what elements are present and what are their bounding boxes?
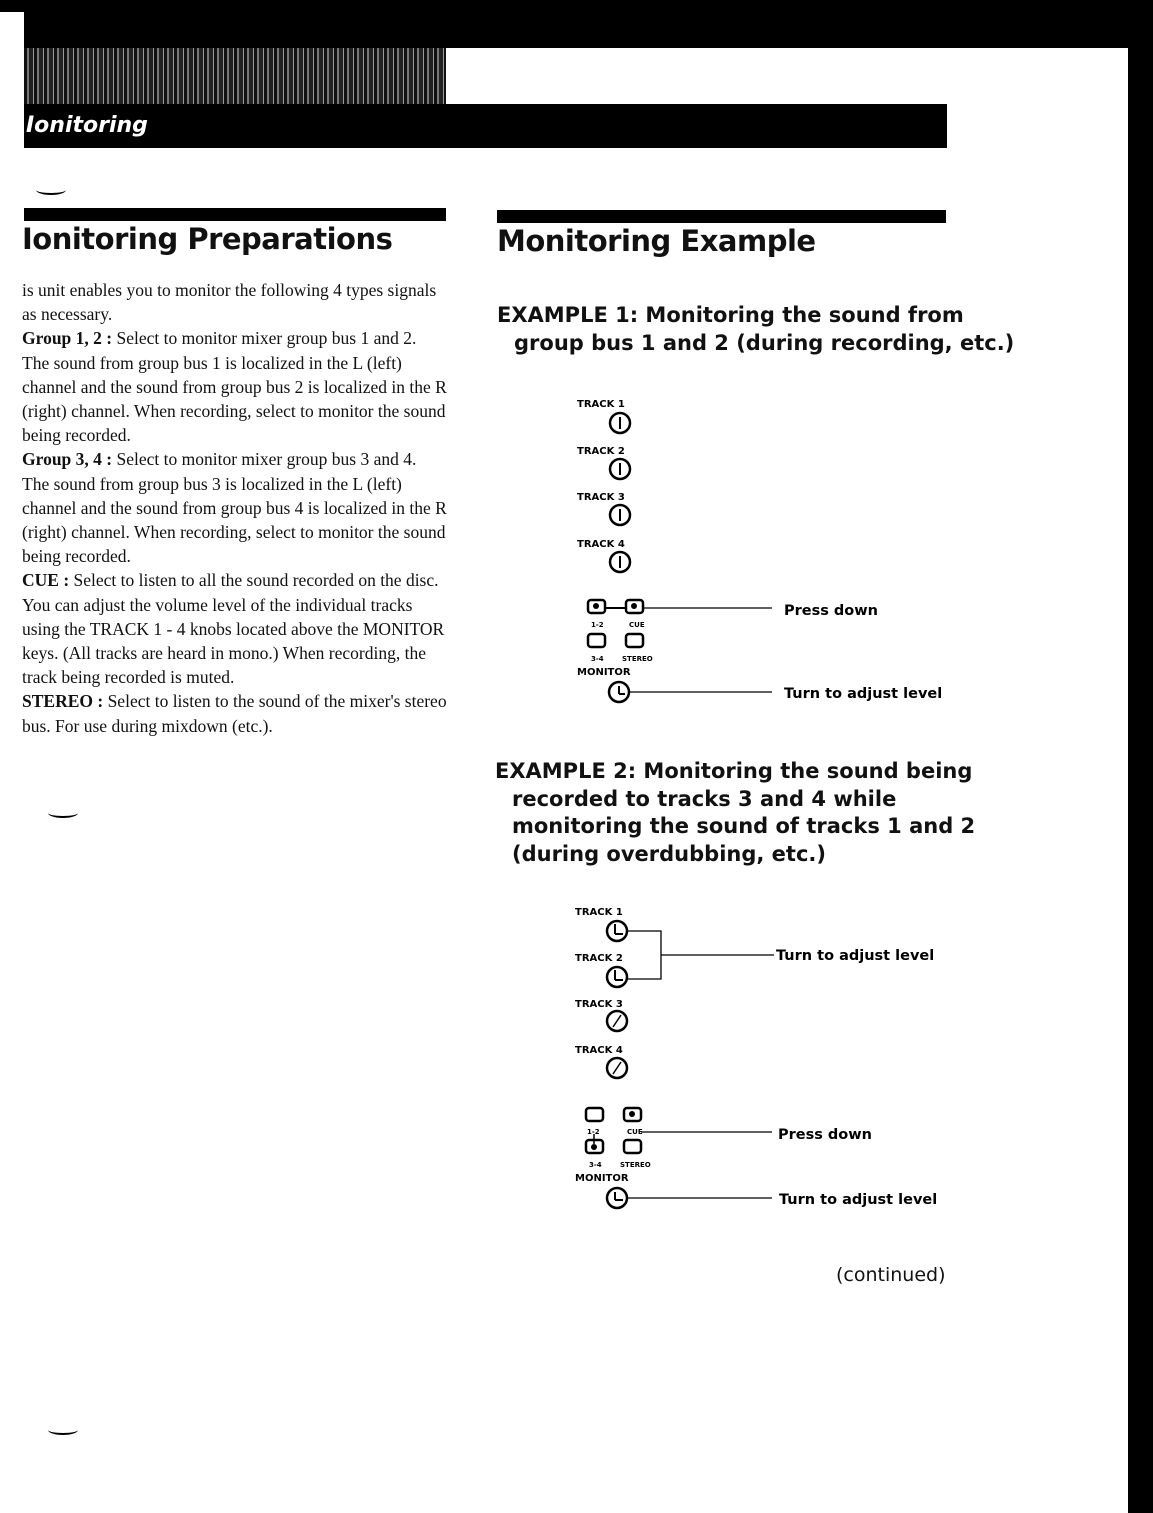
track-3-label: TRACK 3 <box>577 492 625 503</box>
example-2-line3: monitoring the sound of tracks 1 and 2 <box>512 814 976 838</box>
left-heading: Ionitoring Preparations <box>22 222 393 256</box>
example-1-line1: EXAMPLE 1: Monitoring the sound from <box>497 303 964 327</box>
example-1-line2: group bus 1 and 2 (during recording, etc.) <box>514 330 1015 355</box>
track-2-label: TRACK 2 <box>575 953 623 964</box>
example-2-line2: recorded to tracks 3 and 4 while <box>512 786 897 811</box>
track-4-label: TRACK 4 <box>575 1045 623 1056</box>
track-4-label: TRACK 4 <box>577 539 625 550</box>
crop-mark <box>36 185 66 195</box>
item-term: Group 1, 2 : <box>22 328 113 349</box>
right-heading-rule <box>497 210 946 223</box>
continued-note: (continued) <box>836 1264 946 1286</box>
key-stereo <box>624 1140 641 1153</box>
key-3-4-label: 3-4 <box>589 1161 602 1169</box>
track-1-label: TRACK 1 <box>575 907 623 918</box>
key-1-2-label: 1-2 <box>591 621 604 629</box>
callout-turn-level: Turn to adjust level <box>779 1192 938 1208</box>
key-cue-label: CUE <box>629 621 645 629</box>
track-3-label: TRACK 3 <box>575 999 623 1010</box>
header-black-block <box>24 12 1153 48</box>
key-stereo-label: STEREO <box>622 655 653 663</box>
item-cue <box>22 568 447 689</box>
top-black-band <box>0 0 1153 12</box>
callout-press-down: Press down <box>778 1127 872 1143</box>
example-2-heading <box>495 758 975 868</box>
intro-paragraph: is unit enables you to monitor the following 4 types signals as necessary. <box>22 280 437 325</box>
item-text: Select to listen to all the sound recorded on the disc. You can adjust the volume level of the individual tracks using the TRACK 1 - 4 knobs located above the MONITOR keys. (All tracks are heard in mono.) When recording, the track being recorded is muted. <box>22 570 445 688</box>
right-edge-band <box>1128 48 1153 1513</box>
item-group-1-2 <box>22 326 447 447</box>
item-stereo <box>22 689 447 737</box>
item-text: Select to monitor mixer group bus 1 and 2. The sound from group bus 1 is localized in the L (left) channel and the sound from group bus 2 is localized in the R (right) channel. When recording, select to monitor the sound being recorded. <box>22 328 447 446</box>
crop-mark <box>48 808 78 818</box>
key-3-4 <box>588 634 605 647</box>
key-cue-label: CUE <box>627 1128 643 1136</box>
right-heading: Monitoring Example <box>497 224 816 258</box>
track-1-label: TRACK 1 <box>577 399 625 410</box>
item-term: CUE : <box>22 570 70 591</box>
example-1-heading <box>497 302 1014 357</box>
item-text: Select to listen to the sound of the mixer's stereo bus. For use during mixdown (etc.). <box>22 691 447 736</box>
item-text: Select to monitor mixer group bus 3 and 4. The sound from group bus 3 is localized in the L (left) channel and the sound from group bus 4 is localized in the R (right) channel. When recording, select to monitor the sound being recorded. <box>22 449 447 567</box>
monitor-knob <box>607 1188 627 1208</box>
monitor-label: MONITOR <box>577 667 631 678</box>
key-3-4-label: 3-4 <box>591 655 604 663</box>
section-header-bar <box>24 104 947 148</box>
left-heading-rule <box>24 208 446 221</box>
item-term: Group 3, 4 : <box>22 449 113 470</box>
item-group-3-4 <box>22 447 447 568</box>
track-2-label: TRACK 2 <box>577 446 625 457</box>
callout-turn-level: Turn to adjust level <box>784 686 943 702</box>
key-1-2-label: 1-2 <box>587 1128 600 1136</box>
left-body-text <box>22 278 447 738</box>
left-edge-mark <box>0 0 4 12</box>
callout-press-down: Press down <box>784 603 878 619</box>
item-term: STEREO : <box>22 691 104 712</box>
monitor-label: MONITOR <box>575 1173 629 1184</box>
crop-mark <box>48 1425 78 1435</box>
header-halftone-texture <box>24 48 446 104</box>
example-1-diagram <box>560 390 960 710</box>
track-2-knob <box>607 967 627 987</box>
key-1-2 <box>586 1108 603 1121</box>
key-stereo-label: STEREO <box>620 1161 651 1169</box>
example-2-diagram <box>560 898 960 1228</box>
callout-tracks-turn-level: Turn to adjust level <box>776 948 935 964</box>
example-2-line4: (during overdubbing, etc.) <box>512 841 826 866</box>
track-1-knob <box>607 921 627 941</box>
example-2-line1: EXAMPLE 2: Monitoring the sound being <box>495 759 973 783</box>
key-stereo <box>626 634 643 647</box>
section-title: Ionitoring <box>26 113 148 138</box>
